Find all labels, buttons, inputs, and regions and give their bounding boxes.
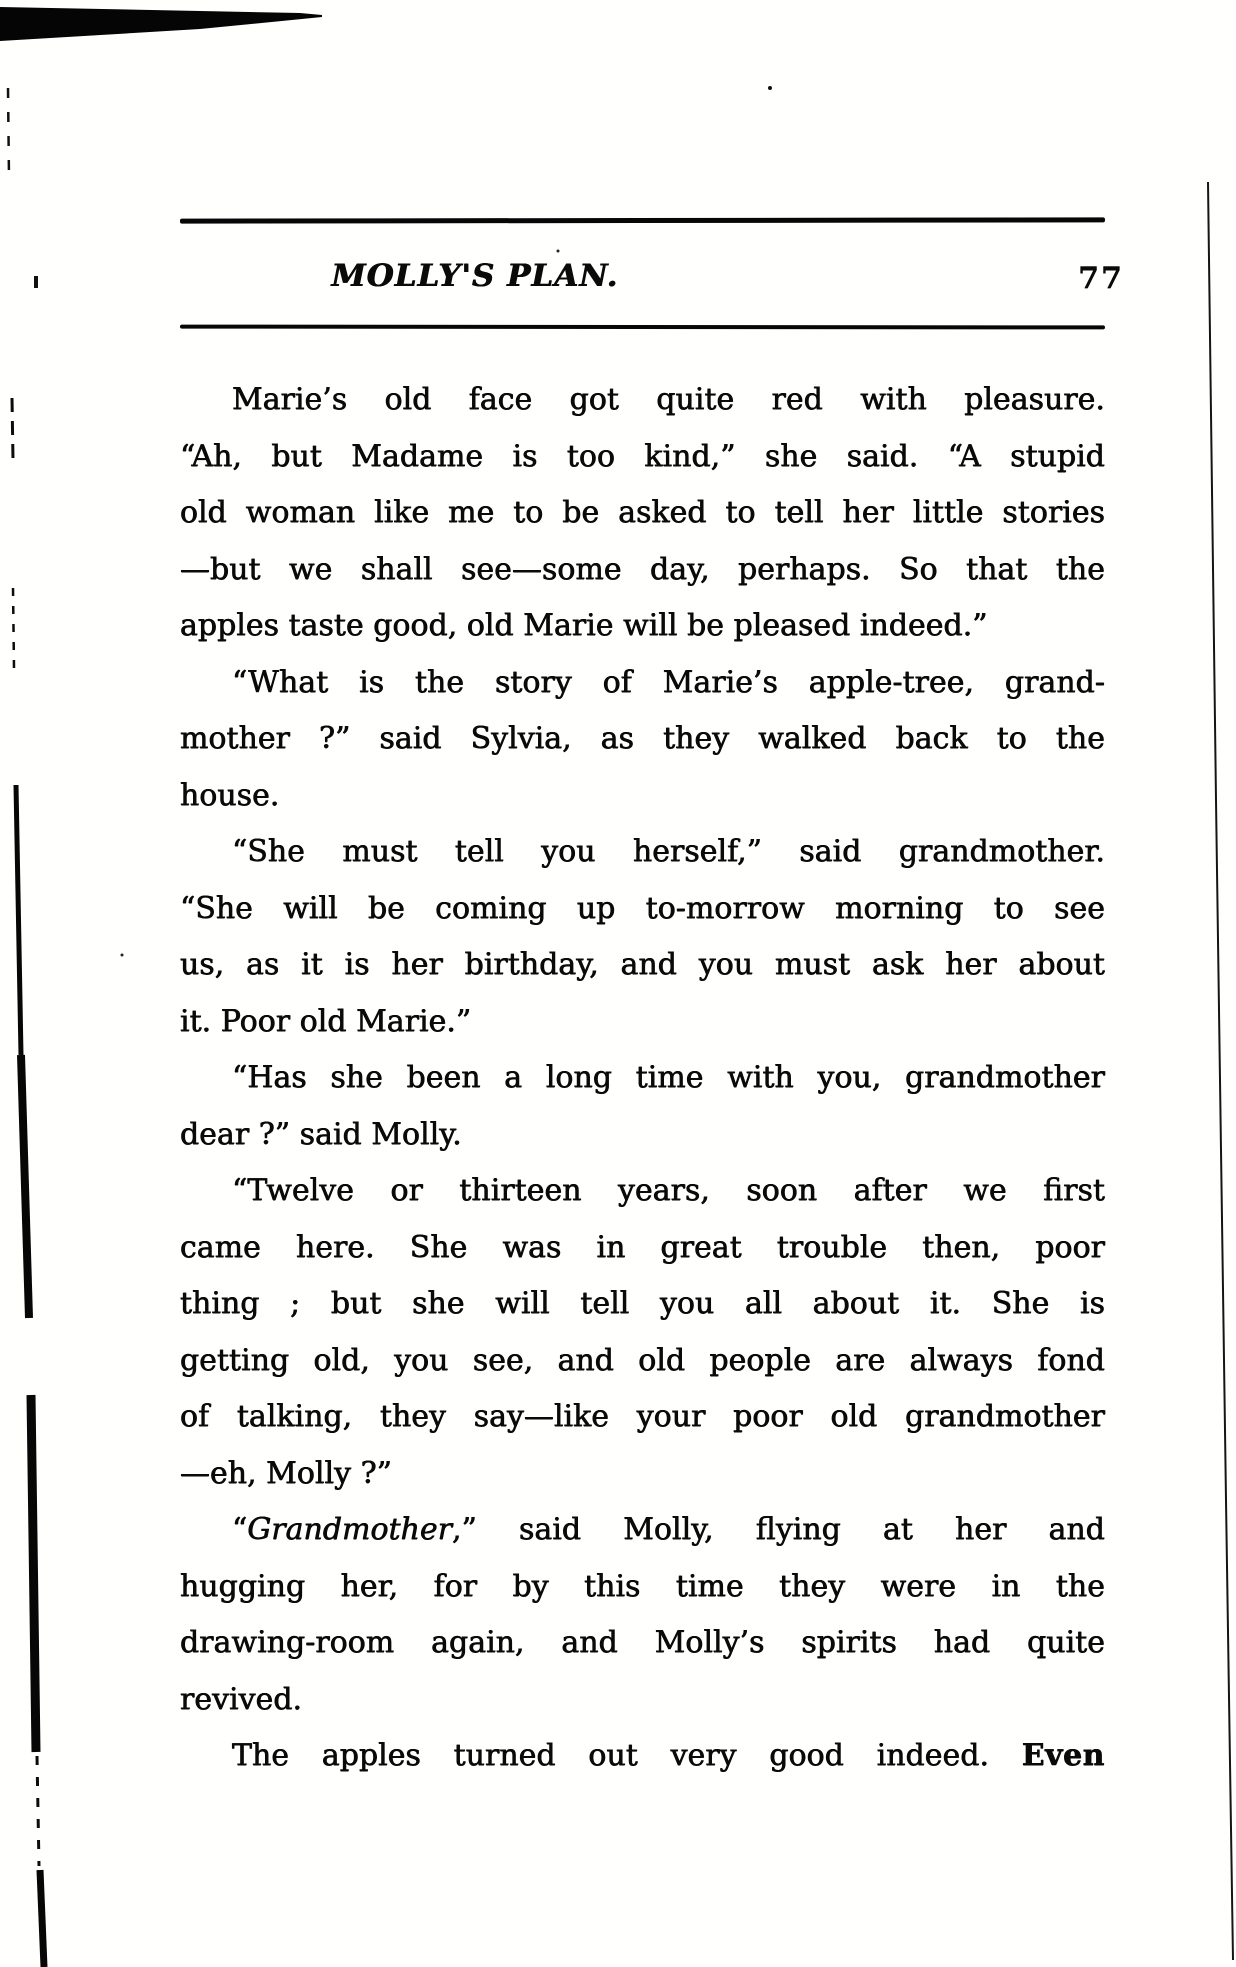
scan-dark-wedge-top-left	[0, 7, 322, 41]
page-number: 77	[1078, 261, 1124, 296]
binding-crease-segment	[12, 398, 13, 460]
text-line: apples taste good, old Marie will be pleased indeed.”	[180, 608, 988, 643]
text-line	[180, 1502, 1105, 1559]
text-line: getting old, you see, and old people are always fond	[180, 1342, 1105, 1378]
ink-speck	[557, 250, 560, 253]
italic-text-segment: Grandmother	[247, 1512, 453, 1547]
bold-text-segment: Even	[1021, 1738, 1105, 1773]
text-line: it. Poor old Marie.”	[180, 1003, 472, 1039]
page-body	[180, 372, 1105, 1785]
page-title: MOLLY'S PLAN.	[331, 258, 619, 294]
text-line	[180, 1728, 1105, 1785]
binding-crease-segment	[13, 588, 14, 668]
text-line: —eh, Molly ?”	[180, 1455, 393, 1491]
ink-speck	[768, 86, 772, 90]
binding-crease-mark	[34, 276, 38, 288]
page-edge-line-right	[1208, 182, 1233, 1960]
header-rule-top	[180, 217, 1105, 223]
text-line: mother ?” said Sylvia, as they walked back to the	[180, 721, 1105, 756]
header-rule-bottom	[180, 325, 1105, 330]
text-segment: The apples turned out very good indeed.	[232, 1738, 1022, 1773]
text-line: old woman like me to be asked to tell her little stories	[180, 495, 1105, 530]
text-line: “Twelve or thirteen years, soon after we first	[232, 1173, 1105, 1208]
binding-crease-segment	[21, 1055, 29, 1318]
text-line: “Has she been a long time with you, grandmother	[232, 1060, 1105, 1095]
text-line: us, as it is her birthday, and you must ask her about	[180, 947, 1105, 982]
text-line: “She will be coming up to-morrow morning to see	[180, 890, 1105, 926]
text-line: of talking, they say—like your poor old grandmother	[180, 1399, 1105, 1434]
ink-speck	[121, 954, 124, 957]
text-line: house.	[180, 777, 280, 813]
text-line: came here. She was in great trouble then, poor	[180, 1229, 1105, 1265]
text-line: “Ah, but Madame is too kind,” she said. “A stupid	[180, 438, 1105, 474]
text-line: dear ?” said Molly.	[180, 1116, 462, 1152]
binding-crease-mark	[8, 88, 9, 178]
text-line: “What is the story of Marie’s apple-tree, grand-	[232, 664, 1105, 700]
text-line: thing ; but she will tell you all about it. She is	[180, 1286, 1105, 1321]
text-segment: “	[232, 1512, 248, 1547]
binding-crease-segment	[31, 1395, 36, 1752]
text-line: drawing-room again, and Molly’s spirits had quite	[180, 1625, 1105, 1660]
text-line: revived.	[180, 1681, 303, 1717]
binding-crease-segment	[37, 1756, 39, 1866]
binding-crease-segment	[40, 1870, 44, 1967]
text-segment: ,” said Molly, flying at her and	[452, 1512, 1105, 1547]
text-line: —but we shall see—some day, perhaps. So that the	[180, 551, 1105, 587]
text-line: hugging her, for by this time they were in the	[180, 1568, 1105, 1604]
text-line: “She must tell you herself,” said grandmother.	[232, 834, 1105, 869]
binding-crease-segment	[16, 785, 21, 1055]
text-line: Marie’s old face got quite red with pleasure.	[232, 382, 1105, 417]
